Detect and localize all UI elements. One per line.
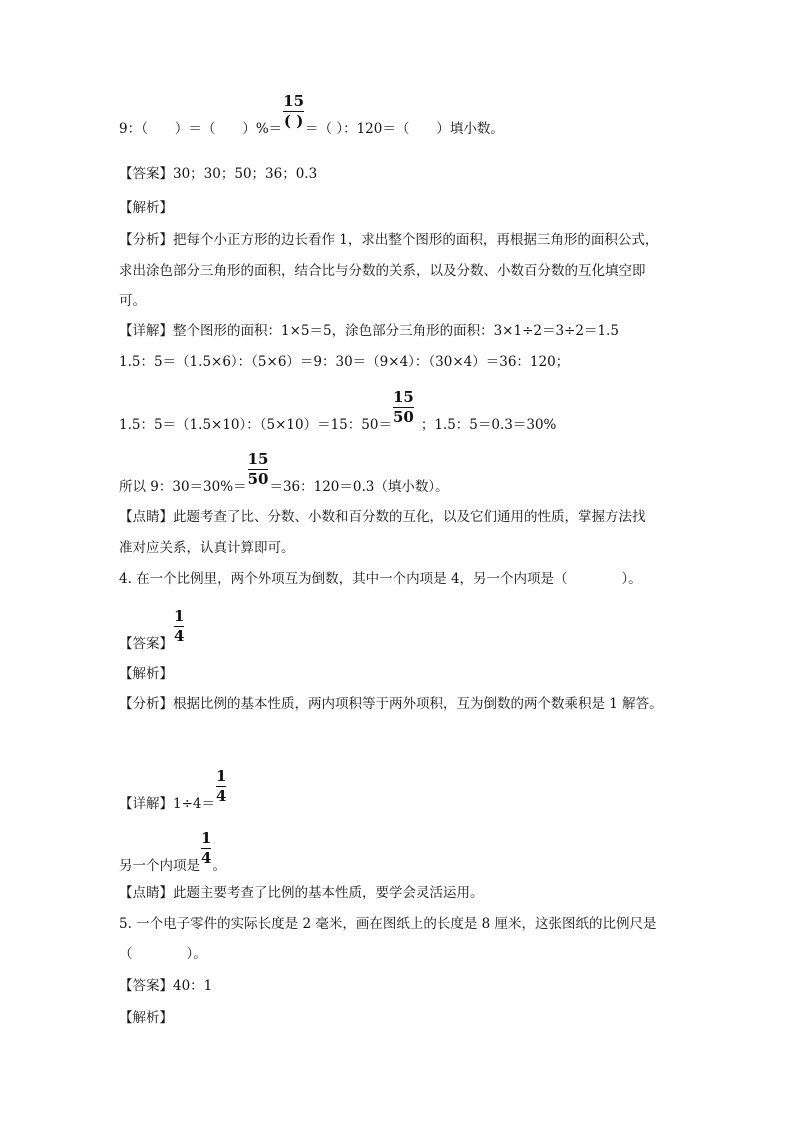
- q4-other-text-b: 。: [212, 858, 226, 874]
- q3-detail-3-text-a: 1.5：5＝（1.5×10）：（5×10）＝15：50＝: [119, 417, 392, 433]
- q3-fraction-blank: [282, 94, 305, 129]
- q4-fraction-denominator: 4: [174, 627, 185, 645]
- q3-fill-line: [119, 92, 504, 147]
- q4-comment: 【点睛】此题主要考查了比例的基本性质，要学会灵活运用。: [119, 885, 484, 901]
- q3-answer: 【答案】30；30；50；36；0.3: [119, 166, 318, 182]
- q5-analysis-heading: 【解析】: [119, 1010, 173, 1026]
- q4-other-term: [119, 829, 226, 884]
- q4-other-text-a: 另一个内项是: [119, 858, 200, 874]
- q4-answer-label: 【答案】: [119, 636, 173, 652]
- q3-fraction-numerator: 15: [247, 450, 269, 468]
- q4-answer: [119, 607, 185, 662]
- q3-fill-text-b: ＝（ ）：120＝（ ）填小数。: [305, 121, 504, 137]
- q4-fraction-numerator: 1: [174, 607, 185, 625]
- q4-detail-text: 【详解】1÷4＝: [119, 796, 215, 812]
- q3-analysis-line-2: 求出涂色部分三角形的面积，结合比与分数的关系，以及分数、小数百分数的互化填空即: [119, 263, 646, 279]
- q3-analysis-line-3: 可。: [119, 293, 146, 309]
- q3-fraction-denominator: 50: [392, 408, 414, 426]
- q3-comment-line-1: 【点睛】此题考查了比、分数、小数和百分数的互化，以及它们通用的性质，掌握方法找: [119, 509, 646, 525]
- q3-comment-line-2: 准对应关系，认真计算即可。: [119, 540, 295, 556]
- q3-detail-line-1: 【详解】整个图形的面积：1×5＝5，涂色部分三角形的面积：3×1÷2＝3÷2＝1.5: [119, 323, 619, 339]
- q3-fraction-numerator: 15: [283, 92, 305, 110]
- q3-fraction-denominator: 50: [247, 470, 269, 488]
- q4-detail: [119, 767, 227, 822]
- q4-fraction-denominator: 4: [201, 849, 212, 867]
- q5-answer: 【答案】40：1: [119, 978, 213, 994]
- q4-analysis-heading: 【解析】: [119, 666, 173, 682]
- q4-fraction-numerator: 1: [201, 829, 212, 847]
- q5-question-line-2: （ ）。: [119, 946, 207, 962]
- q4-question: 4. 在一个比例里，两个外项互为倒数，其中一个内项是 4，另一个内项是（ ）。: [119, 571, 642, 587]
- q3-analysis-heading: 【解析】: [119, 200, 173, 216]
- q3-fraction-15-50-b: [247, 452, 270, 487]
- q3-fill-text-a: 9：（ ）＝（ ）%＝: [119, 121, 283, 137]
- q3-detail-line-3: [119, 388, 557, 443]
- q4-fraction-denominator: 4: [216, 787, 227, 805]
- q4-other-fraction: [200, 831, 212, 866]
- q4-fraction-numerator: 1: [216, 767, 227, 785]
- q3-analysis-line-1: 【分析】把每个小正方形的边长看作 1，求出整个图形的面积，再根据三角形的面积公式，: [119, 232, 659, 248]
- q3-fraction-numerator: 15: [392, 388, 414, 406]
- q4-analysis: 【分析】根据比例的基本性质，两内项积等于两外项积，互为倒数的两个数乘积是 1 解答。: [119, 696, 663, 712]
- q3-detail-4-text-b: ＝36：120＝0.3（填小数）。: [269, 479, 449, 495]
- q3-detail-4-text-a: 所以 9：30＝30%＝: [119, 479, 247, 495]
- q3-fraction-denominator: ( ): [283, 112, 304, 130]
- q3-detail-line-4: [119, 450, 449, 505]
- q3-detail-line-2: 1.5：5＝（1.5×6）：（5×6）＝9：30＝（9×4）：（30×4）＝36：120；: [119, 354, 570, 370]
- q4-detail-fraction: [215, 769, 227, 804]
- q3-detail-3-text-b: ；1.5：5＝0.3＝30%: [420, 417, 557, 433]
- q4-answer-fraction: [173, 609, 185, 644]
- q5-question-line-1: 5. 一个电子零件的实际长度是 2 毫米，画在图纸上的长度是 8 厘米，这张图纸的比例尺是: [119, 916, 657, 932]
- q3-fraction-15-50: [392, 390, 415, 425]
